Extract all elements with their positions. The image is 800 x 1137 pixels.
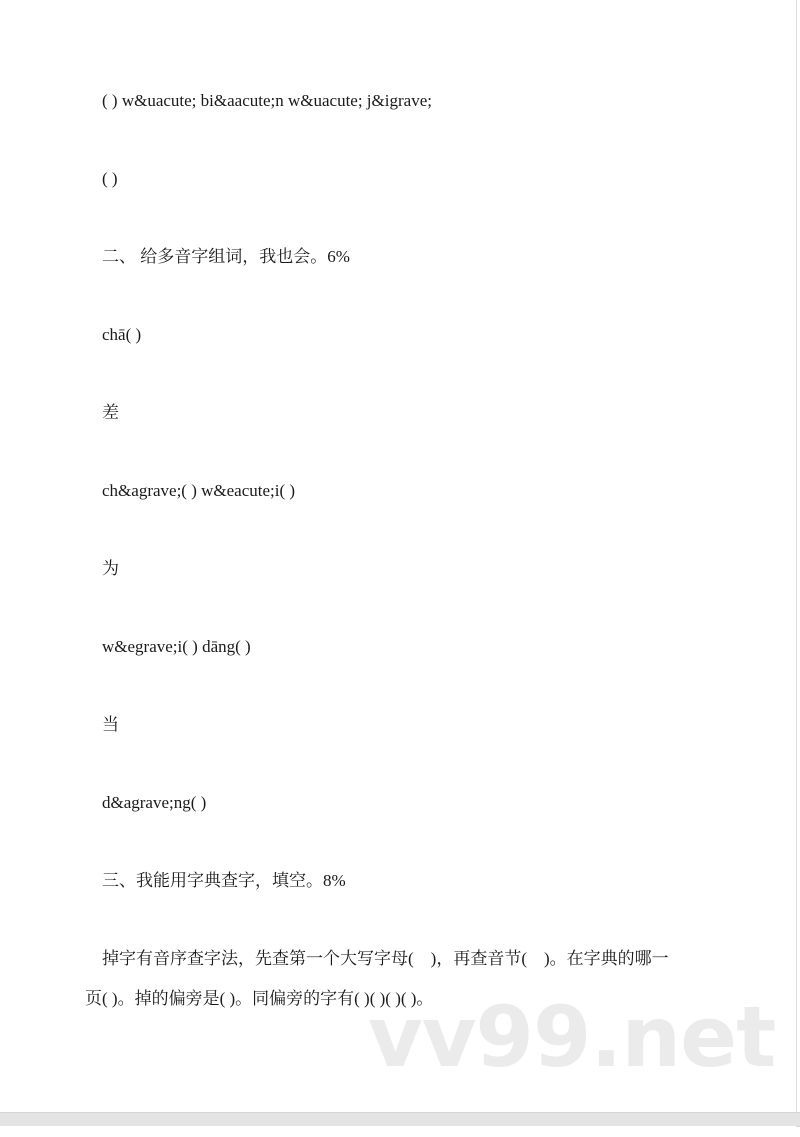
character-line: 为 [102,559,119,578]
watermark: vv99.net [368,988,776,1086]
paragraph-line: 页( )。掉的偏旁是( )。同偏旁的字有( )( )( )( )。 [85,989,434,1008]
next-page [0,1126,796,1137]
page-separator [0,1112,800,1127]
pinyin-line: chā( ) [102,325,142,344]
paragraph-line: 掉字有音序查字法，先查第一个大写字母( )，再查音节( )。在字典的哪一 [85,949,669,968]
pinyin-line: ( ) w&uacute; bi&aacute;n w&uacute; j&igrave; [102,91,432,110]
section-heading-3: 三、我能用字典查字，填空。8% [102,871,346,890]
blank-line: ( ) [102,169,118,188]
character-line: 当 [102,715,119,734]
pinyin-line: w&egrave;i( ) dāng( ) [102,637,251,656]
character-line: 差 [102,403,119,422]
pinyin-line: d&agrave;ng( ) [102,793,207,812]
pinyin-line: ch&agrave;( ) w&eacute;i( ) [102,481,296,500]
section-heading-2: 二、 给多音字组词，我也会。6% [102,247,350,266]
